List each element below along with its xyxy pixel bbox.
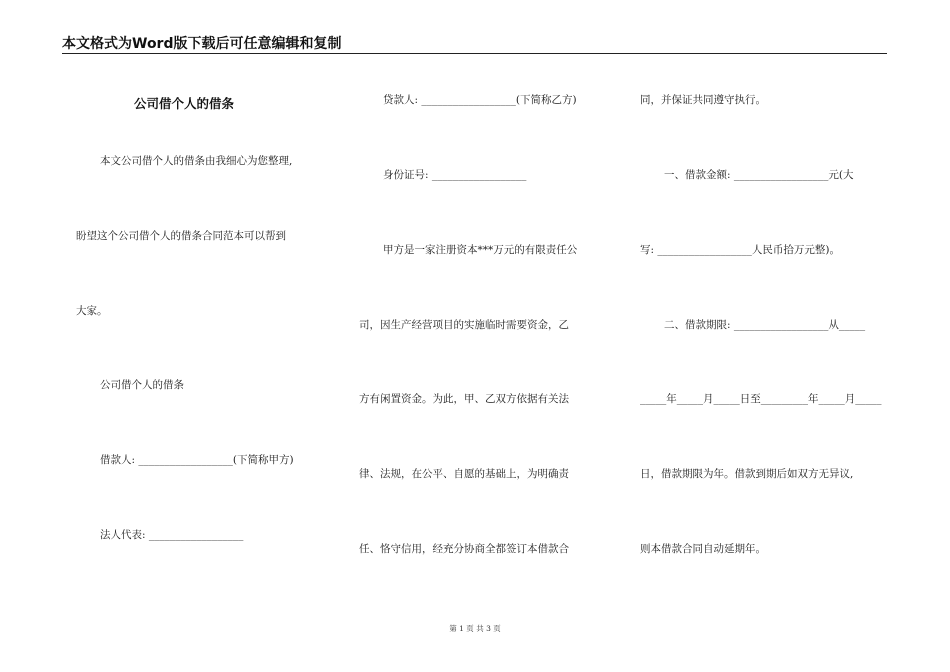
right-column-line: 二、借款期限: __________________从_____ (664, 319, 866, 331)
left-column-line: 公司借个人的借条 (100, 379, 184, 391)
right-column-line: 写: __________________人民币拾万元整)。 (640, 244, 840, 256)
left-column-line: 法人代表: __________________ (100, 529, 244, 541)
left-column-line: 本文公司借个人的借条由我细心为您整理, (100, 155, 293, 167)
right-column-line: _____年_____月_____日至_________年_____月_____ (640, 393, 882, 405)
document-header-title: 本文格式为Word版下载后可任意编辑和复制 (62, 36, 342, 52)
middle-column-line: 甲方是一家注册资本***万元的有限责任公 (383, 244, 578, 256)
right-column-line: 则本借款合同自动延期年。 (640, 543, 766, 555)
left-column-line: 借款人: __________________(下简称甲方) (100, 454, 294, 466)
right-column-line: 同，并保证共同遵守执行。 (640, 94, 766, 106)
left-column-line: 盼望这个公司借个人的借条合同范本可以帮到 (76, 230, 286, 242)
middle-column-line: 方有闲置资金。为此，甲、乙双方依据有关法 (359, 393, 569, 405)
middle-column-line: 任、恪守信用，经充分协商全都签订本借款合 (359, 543, 569, 555)
middle-column-line: 司，因生产经营项目的实施临时需要资金，乙 (359, 319, 569, 331)
middle-column-line: 身份证号: __________________ (383, 169, 527, 181)
header-divider (62, 53, 887, 54)
right-column-line: 一、借款金额: __________________元(大 (664, 169, 854, 181)
middle-column-line: 律、法规，在公平、自愿的基础上，为明确责 (359, 468, 569, 480)
page-title: 公司借个人的借条 (134, 96, 235, 111)
middle-column-line: 贷款人: __________________(下简称乙方) (383, 94, 577, 106)
right-column-line: 日，借款期限为年。借款到期后如双方无异议, (640, 468, 854, 480)
left-column-line: 大家。 (76, 305, 108, 317)
page-number-footer: 第 1 页 共 3 页 (449, 624, 501, 633)
